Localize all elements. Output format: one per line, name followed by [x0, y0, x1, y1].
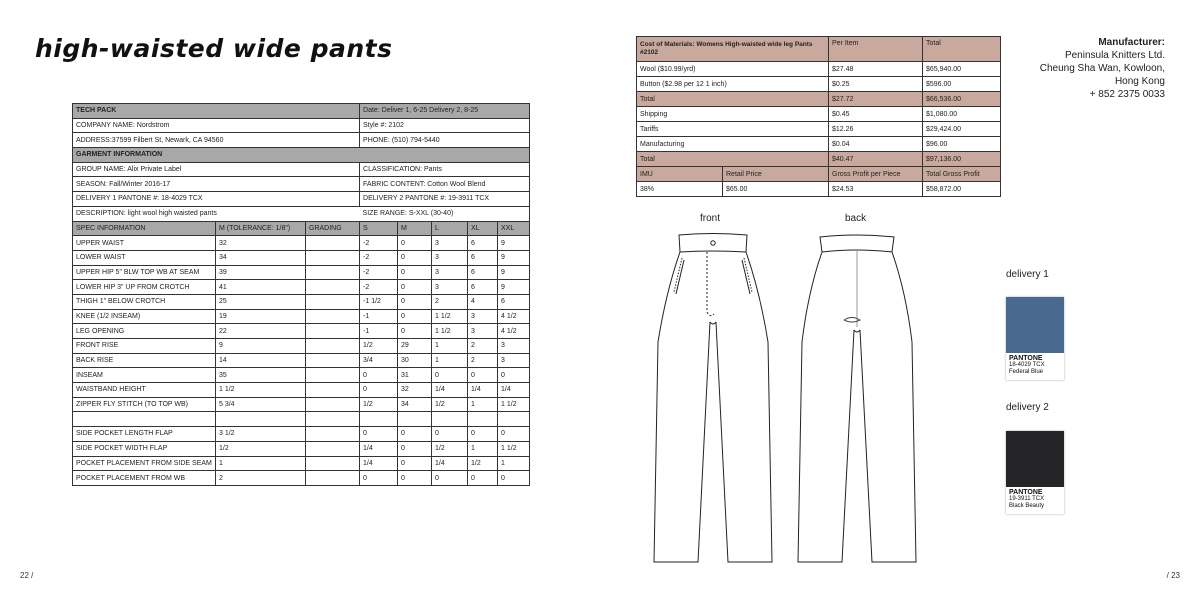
page-number-left: 22 / — [20, 571, 34, 580]
spec-value — [306, 353, 360, 368]
spec-value: 2 — [468, 353, 498, 368]
spec-value: 1 — [432, 353, 468, 368]
spec-value: 0 — [398, 441, 432, 456]
spec-value: 0 — [468, 368, 498, 383]
spec-value: 0 — [498, 368, 530, 383]
cost-item: Shipping — [637, 107, 829, 122]
column-header: GRADING — [306, 221, 360, 236]
cost-per-item: $0.04 — [829, 137, 923, 152]
tech-pack-header: TECH PACK — [73, 104, 360, 119]
spec-value: 6 — [468, 265, 498, 280]
table-row — [73, 265, 530, 280]
spec-value: 1 1/2 — [216, 383, 306, 398]
spec-value: -2 — [360, 250, 398, 265]
spec-value: 30 — [398, 353, 432, 368]
spec-value: 3 1/2 — [216, 427, 306, 442]
retail-price: $65.00 — [723, 182, 829, 197]
table-row — [73, 441, 530, 456]
spec-value: 3/4 — [360, 353, 398, 368]
page-number-right: / 23 — [1166, 571, 1180, 580]
spec-value: -2 — [360, 236, 398, 251]
page-title: high-waisted wide pants — [35, 34, 393, 63]
cost-per-item: $0.45 — [829, 107, 923, 122]
cost-per-item: $27.48 — [829, 62, 923, 77]
spec-value: 1/4 — [360, 441, 398, 456]
address: ADDRESS:37599 Filbert St, Newark, CA 94560 — [73, 133, 360, 148]
group-name: GROUP NAME: Alix Private Label — [73, 162, 360, 177]
delivery-2-pantone: DELIVERY 2 PANTONE #: 19-3911 TCX — [360, 192, 530, 207]
manufacturer-phone: + 852 2375 0033 — [1089, 89, 1165, 100]
spec-value: 0 — [398, 280, 432, 295]
spec-value: 1/4 — [498, 383, 530, 398]
spec-value: 0 — [398, 265, 432, 280]
company-name: COMPANY NAME: Nordstrom — [73, 118, 360, 133]
cost-total: $29,424.00 — [923, 122, 1001, 137]
table-row — [73, 118, 530, 133]
table-row — [637, 62, 1001, 77]
spec-value: 6 — [498, 294, 530, 309]
spec-value — [306, 265, 360, 280]
table-row — [73, 148, 530, 163]
spec-value: 32 — [216, 236, 306, 251]
spec-value: 22 — [216, 324, 306, 339]
spec-value: 3 — [468, 309, 498, 324]
spec-label: FRONT RISE — [73, 339, 216, 354]
cost-rows — [637, 62, 1001, 167]
column-header: IMU — [637, 167, 723, 182]
tech-pack-date: Date: Deliver 1, 6-25 Delivery 2, 8-25 — [360, 104, 530, 119]
spec-value: 1 1/2 — [432, 309, 468, 324]
column-header: Total — [923, 37, 1001, 62]
spec-value: 1 — [468, 441, 498, 456]
imu-value: 38% — [637, 182, 723, 197]
spec-value — [306, 383, 360, 398]
cost-total: $96.00 — [923, 137, 1001, 152]
spec-value: 0 — [398, 324, 432, 339]
phone: PHONE: (510) 794-5440 — [360, 133, 530, 148]
spec-value: 1 — [468, 397, 498, 412]
size-range: SIZE RANGE: S-XXL (30-40) — [360, 206, 530, 221]
delivery-1-label: delivery 1 — [1006, 269, 1049, 280]
table-row — [73, 192, 530, 207]
pantone-swatch-delivery-2 — [1006, 431, 1064, 514]
cost-total: $66,536.00 — [923, 92, 1001, 107]
table-row — [73, 324, 530, 339]
spec-value — [306, 339, 360, 354]
spec-value: 1 1/2 — [498, 397, 530, 412]
spec-value: 4 1/2 — [498, 309, 530, 324]
table-row — [637, 122, 1001, 137]
table-row — [73, 236, 530, 251]
spec-value: 4 1/2 — [498, 324, 530, 339]
spec-value: 1 — [216, 456, 306, 471]
spec-value: 1/2 — [468, 456, 498, 471]
table-row — [637, 182, 1001, 197]
cost-of-materials-table — [636, 36, 1001, 197]
color-chip — [1006, 297, 1064, 353]
swatch-color-name: Federal Blue — [1009, 369, 1044, 375]
delivery-1-pantone: DELIVERY 1 PANTONE #: 18-4029 TCX — [73, 192, 360, 207]
manufacturer-heading: Manufacturer: — [1098, 37, 1165, 48]
table-row — [73, 104, 530, 119]
spec-label: LEG OPENING — [73, 324, 216, 339]
spec-value: 0 — [498, 427, 530, 442]
delivery-2-label: delivery 2 — [1006, 402, 1049, 413]
column-header: S — [360, 221, 398, 236]
spec-value: 0 — [498, 471, 530, 486]
cost-per-item: $12.26 — [829, 122, 923, 137]
swatch-brand: PANTONE — [1009, 355, 1043, 362]
spec-label: UPPER HIP 5" BLW TOP WB AT SEAM — [73, 265, 216, 280]
table-header-row — [637, 167, 1001, 182]
classification: CLASSIFICATION: Pants — [360, 162, 530, 177]
fabric-content: FABRIC CONTENT: Cotton Wool Blend — [360, 177, 530, 192]
table-row — [73, 206, 530, 221]
spec-value — [306, 427, 360, 442]
spec-value: 34 — [216, 250, 306, 265]
spec-value: 0 — [398, 294, 432, 309]
swatch-color-name: Black Beauty — [1009, 503, 1045, 509]
spec-value — [306, 236, 360, 251]
spec-value: 9 — [498, 250, 530, 265]
manufacturer-city: Hong Kong — [1114, 76, 1165, 87]
spec-value: 14 — [216, 353, 306, 368]
cost-item: Wool ($10.99/yrd) — [637, 62, 829, 77]
color-chip — [1006, 431, 1064, 487]
table-row — [73, 456, 530, 471]
spec-label: SIDE POCKET WIDTH FLAP — [73, 441, 216, 456]
pocket-spec-rows — [73, 427, 530, 486]
table-row — [73, 383, 530, 398]
spec-value: 9 — [216, 339, 306, 354]
spec-value: 9 — [498, 265, 530, 280]
gross-profit-per-piece: $24.53 — [829, 182, 923, 197]
spec-label: BACK RISE — [73, 353, 216, 368]
spec-value: -1 1/2 — [360, 294, 398, 309]
spec-value: 1/2 — [360, 339, 398, 354]
spec-value: 1/4 — [360, 456, 398, 471]
spec-label: LOWER WAIST — [73, 250, 216, 265]
spec-value: 35 — [216, 368, 306, 383]
spec-value: 1/2 — [432, 397, 468, 412]
swatch-code: 19-3911 TCX — [1009, 496, 1045, 502]
spec-value: 32 — [398, 383, 432, 398]
spec-value: 1/4 — [432, 383, 468, 398]
spec-value — [306, 368, 360, 383]
column-header: XXL — [498, 221, 530, 236]
spec-value: 39 — [216, 265, 306, 280]
spec-value: 0 — [432, 471, 468, 486]
table-row — [637, 92, 1001, 107]
table-row — [73, 294, 530, 309]
column-header: M (TOLERANCE: 1/8") — [216, 221, 306, 236]
spec-value: -1 — [360, 324, 398, 339]
spec-value: 1/2 — [360, 397, 398, 412]
back-pants-sketch — [796, 232, 920, 564]
pantone-swatch-delivery-1 — [1006, 297, 1064, 380]
spec-value: 4 — [468, 294, 498, 309]
manufacturer-address: Cheung Sha Wan, Kowloon, — [1039, 63, 1165, 74]
spec-value: 19 — [216, 309, 306, 324]
season: SEASON: Fall/Winter 2016-17 — [73, 177, 360, 192]
spec-value: 5 3/4 — [216, 397, 306, 412]
spec-rows — [73, 236, 530, 412]
spec-label: SIDE POCKET LENGTH FLAP — [73, 427, 216, 442]
spec-label: THIGH 1" BELOW CROTCH — [73, 294, 216, 309]
table-row — [73, 471, 530, 486]
cost-per-item: $40.47 — [829, 152, 923, 167]
front-label: front — [700, 213, 721, 224]
cost-title: Cost of Materials: Womens High-waisted wide leg Pants #2102 — [637, 37, 829, 62]
column-header: L — [432, 221, 468, 236]
column-header: Retail Price — [723, 167, 829, 182]
spec-value: 0 — [398, 236, 432, 251]
spec-label: UPPER WAIST — [73, 236, 216, 251]
manufacturer-name: Peninsula Knitters Ltd. — [1064, 50, 1165, 61]
spec-value: 3 — [432, 265, 468, 280]
spec-value: 0 — [432, 427, 468, 442]
spec-value: 1 — [498, 456, 530, 471]
table-row — [637, 152, 1001, 167]
cost-item: Button ($2.98 per 12 1 inch) — [637, 77, 829, 92]
spec-value: 0 — [360, 368, 398, 383]
swatch-brand: PANTONE — [1009, 489, 1043, 496]
cost-total: $596.00 — [923, 77, 1001, 92]
manufacturer-block — [1040, 36, 1165, 101]
spec-value: 34 — [398, 397, 432, 412]
spec-value — [306, 294, 360, 309]
table-row — [73, 368, 530, 383]
column-header: M — [398, 221, 432, 236]
cost-per-item: $27.72 — [829, 92, 923, 107]
spec-value: 0 — [398, 309, 432, 324]
column-header: Per Item — [829, 37, 923, 62]
spec-value — [306, 280, 360, 295]
spec-value: 2 — [216, 471, 306, 486]
table-row — [73, 309, 530, 324]
spec-value: 1 1/2 — [432, 324, 468, 339]
style-number: Style #: 2102 — [360, 118, 530, 133]
table-row — [73, 353, 530, 368]
table-row — [73, 250, 530, 265]
spec-value: 3 — [432, 280, 468, 295]
column-header: XL — [468, 221, 498, 236]
spec-value: 25 — [216, 294, 306, 309]
spec-label: POCKET PLACEMENT FROM WB — [73, 471, 216, 486]
tech-pack-table — [72, 103, 530, 486]
spec-label: WAISTBAND HEIGHT — [73, 383, 216, 398]
spec-value: 1/2 — [216, 441, 306, 456]
spacer-row — [73, 412, 530, 427]
table-row — [73, 280, 530, 295]
back-label: back — [845, 213, 867, 224]
spec-value: 3 — [498, 339, 530, 354]
spec-value: 0 — [398, 456, 432, 471]
spec-value: 3 — [432, 236, 468, 251]
spec-value: 3 — [432, 250, 468, 265]
spec-value: 6 — [468, 280, 498, 295]
spec-value: 0 — [398, 471, 432, 486]
table-row — [637, 77, 1001, 92]
spec-value: 2 — [432, 294, 468, 309]
spec-value — [306, 441, 360, 456]
spec-value: 31 — [398, 368, 432, 383]
spec-value: 0 — [360, 383, 398, 398]
cost-total: $65,940.00 — [923, 62, 1001, 77]
spec-value: 41 — [216, 280, 306, 295]
description: DESCRIPTION: light wool high waisted pants — [73, 206, 360, 221]
spec-value: 0 — [432, 368, 468, 383]
spec-value: -1 — [360, 309, 398, 324]
table-row — [637, 137, 1001, 152]
spec-value: 0 — [398, 250, 432, 265]
column-header: SPEC INFORMATION — [73, 221, 216, 236]
spec-value: 1/2 — [432, 441, 468, 456]
spec-value: 1/4 — [468, 383, 498, 398]
column-header: Total Gross Profit — [923, 167, 1001, 182]
spec-value — [306, 250, 360, 265]
spec-value — [306, 456, 360, 471]
spec-value: -2 — [360, 280, 398, 295]
spec-value: 9 — [498, 236, 530, 251]
cost-item: Total — [637, 152, 829, 167]
column-header: Gross Profit per Piece — [829, 167, 923, 182]
spec-value: -2 — [360, 265, 398, 280]
spec-value: 1/4 — [432, 456, 468, 471]
table-header-row — [637, 37, 1001, 62]
spec-value — [306, 324, 360, 339]
table-row — [73, 339, 530, 354]
spec-value: 0 — [468, 427, 498, 442]
spec-value: 1 1/2 — [498, 441, 530, 456]
table-header-row — [73, 221, 530, 236]
table-row — [73, 177, 530, 192]
spec-value: 0 — [360, 427, 398, 442]
spec-value: 3 — [468, 324, 498, 339]
spec-label: INSEAM — [73, 368, 216, 383]
spec-value: 0 — [468, 471, 498, 486]
spec-value: 2 — [468, 339, 498, 354]
cost-item: Total — [637, 92, 829, 107]
spec-value: 0 — [360, 471, 398, 486]
spec-label: POCKET PLACEMENT FROM SIDE SEAM — [73, 456, 216, 471]
cost-per-item: $0.25 — [829, 77, 923, 92]
table-row — [73, 397, 530, 412]
spec-value: 9 — [498, 280, 530, 295]
spec-label: KNEE (1/2 INSEAM) — [73, 309, 216, 324]
front-pants-sketch — [652, 232, 776, 564]
spec-value — [306, 309, 360, 324]
spec-value: 6 — [468, 250, 498, 265]
spec-value: 6 — [468, 236, 498, 251]
spec-value: 0 — [398, 427, 432, 442]
spec-value — [306, 471, 360, 486]
table-row — [73, 427, 530, 442]
spec-value: 3 — [498, 353, 530, 368]
spec-value — [306, 397, 360, 412]
table-row — [73, 162, 530, 177]
garment-info-header: GARMENT INFORMATION — [73, 148, 530, 163]
spec-value: 29 — [398, 339, 432, 354]
total-gross-profit: $58,872.00 — [923, 182, 1001, 197]
cost-item: Tariffs — [637, 122, 829, 137]
spec-label: LOWER HIP 3" UP FROM CROTCH — [73, 280, 216, 295]
swatch-code: 18-4029 TCX — [1009, 362, 1045, 368]
table-row — [73, 133, 530, 148]
spec-value: 1 — [432, 339, 468, 354]
cost-total: $1,080.00 — [923, 107, 1001, 122]
cost-total: $97,136.00 — [923, 152, 1001, 167]
cost-item: Manufacturing — [637, 137, 829, 152]
table-row — [637, 107, 1001, 122]
spec-label: ZIPPER FLY STITCH (TO TOP WB) — [73, 397, 216, 412]
